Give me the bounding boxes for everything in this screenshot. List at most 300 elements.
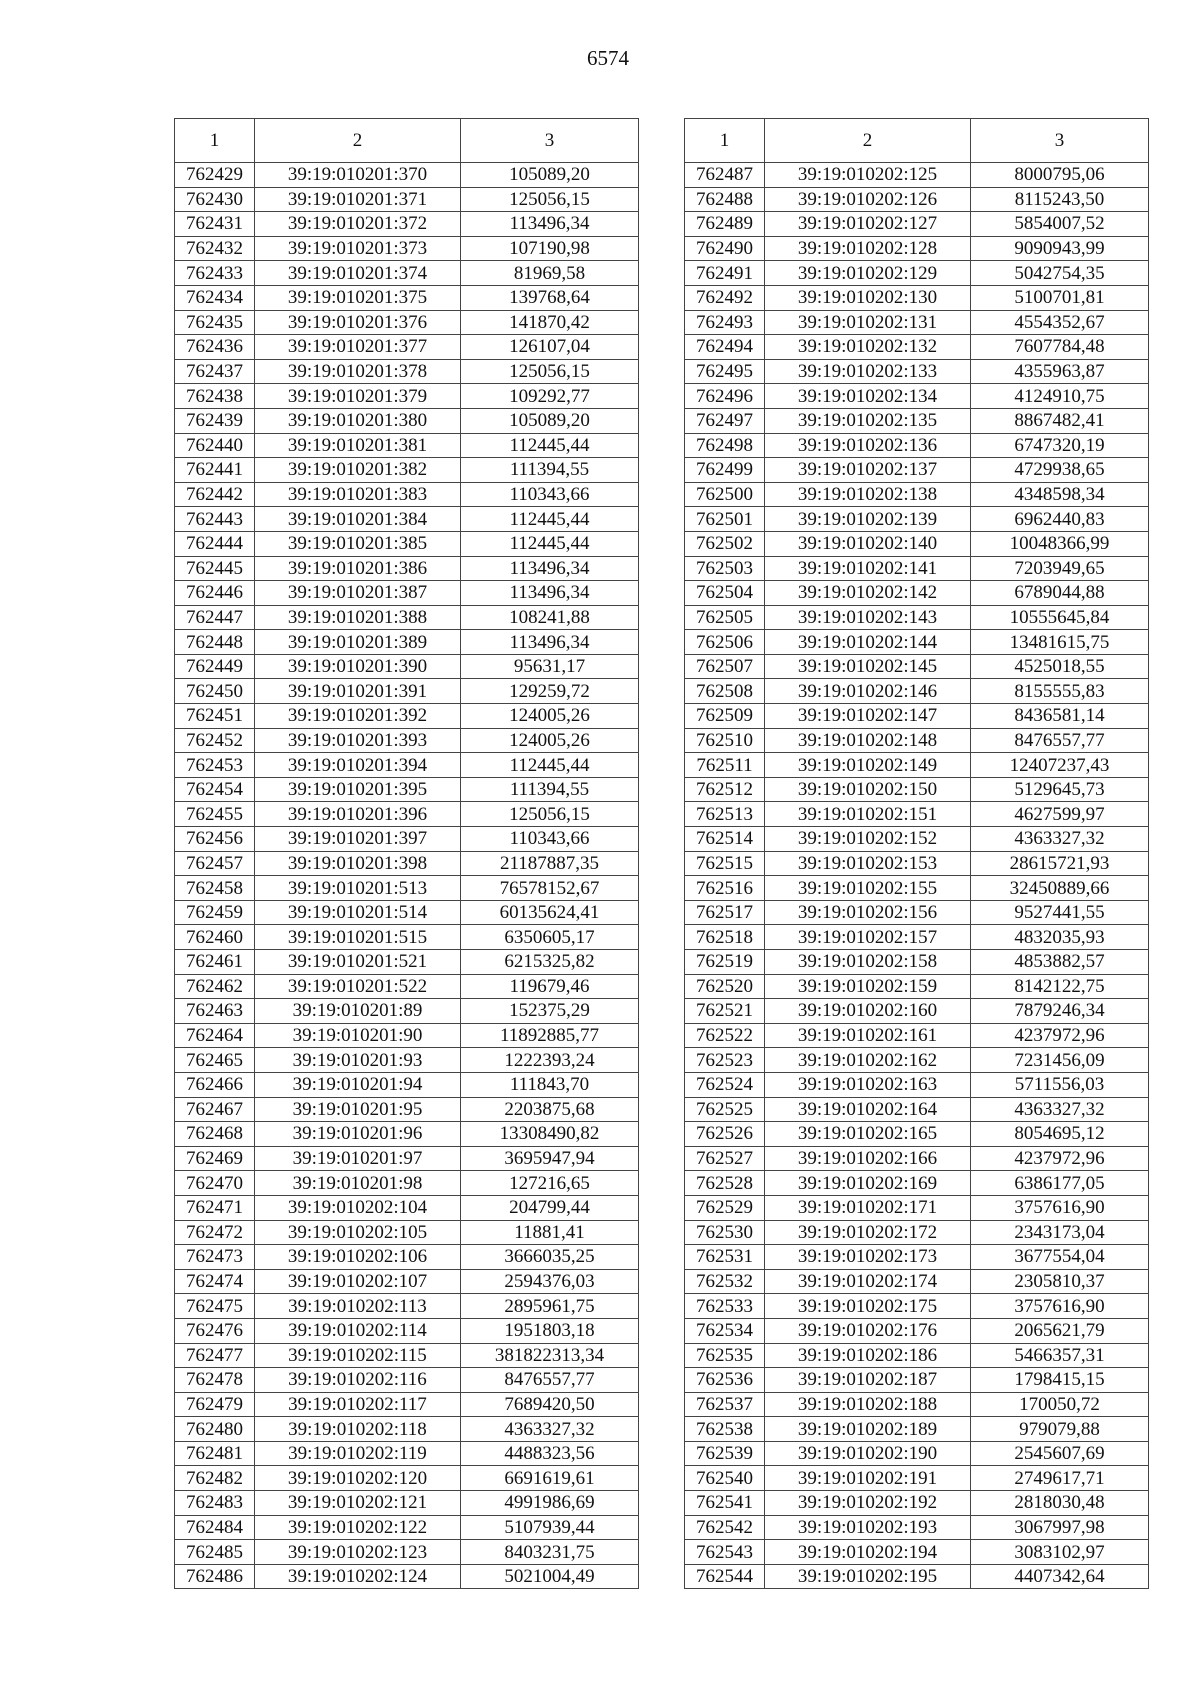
table-row	[685, 1072, 1149, 1097]
row-number-cell: 762460	[175, 925, 255, 950]
row-number-cell: 762537	[685, 1392, 765, 1417]
row-number-cell: 762535	[685, 1343, 765, 1368]
value-cell: 5466357,31	[971, 1343, 1149, 1368]
value-cell: 3695947,94	[461, 1146, 639, 1171]
table-row	[175, 359, 639, 384]
cadastral-number-cell: 39:19:010201:391	[255, 679, 461, 704]
value-cell: 125056,15	[461, 359, 639, 384]
table-row	[175, 310, 639, 335]
table-row	[175, 1368, 639, 1393]
value-cell: 7689420,50	[461, 1392, 639, 1417]
table-row	[175, 1417, 639, 1442]
cadastral-number-cell: 39:19:010201:94	[255, 1072, 461, 1097]
cadastral-number-cell: 39:19:010202:189	[765, 1417, 971, 1442]
table-row	[685, 605, 1149, 630]
value-cell: 170050,72	[971, 1392, 1149, 1417]
value-cell: 4853882,57	[971, 950, 1149, 975]
cadastral-number-cell: 39:19:010201:372	[255, 212, 461, 237]
cadastral-number-cell: 39:19:010202:155	[765, 876, 971, 901]
value-cell: 125056,15	[461, 802, 639, 827]
row-number-cell: 762542	[685, 1515, 765, 1540]
table-row	[685, 1564, 1149, 1589]
table-row	[175, 704, 639, 729]
table-row	[175, 1122, 639, 1147]
table-row	[175, 408, 639, 433]
row-number-cell: 762453	[175, 753, 255, 778]
value-cell: 8155555,83	[971, 679, 1149, 704]
row-number-cell: 762462	[175, 974, 255, 999]
cadastral-number-cell: 39:19:010202:142	[765, 581, 971, 606]
value-cell: 6747320,19	[971, 433, 1149, 458]
cadastral-number-cell: 39:19:010202:164	[765, 1097, 971, 1122]
table-row	[685, 654, 1149, 679]
row-number-cell: 762470	[175, 1171, 255, 1196]
value-cell: 105089,20	[461, 163, 639, 188]
cadastral-number-cell: 39:19:010202:123	[255, 1540, 461, 1565]
cadastral-number-cell: 39:19:010202:122	[255, 1515, 461, 1540]
value-cell: 4355963,87	[971, 359, 1149, 384]
cadastral-number-cell: 39:19:010201:396	[255, 802, 461, 827]
right-table-body	[685, 163, 1149, 1589]
cadastral-number-cell: 39:19:010201:393	[255, 728, 461, 753]
cadastral-number-cell: 39:19:010201:380	[255, 408, 461, 433]
cadastral-number-cell: 39:19:010202:166	[765, 1146, 971, 1171]
row-number-cell: 762516	[685, 876, 765, 901]
value-cell: 1798415,15	[971, 1368, 1149, 1393]
value-cell: 8867482,41	[971, 408, 1149, 433]
cadastral-number-cell: 39:19:010202:174	[765, 1269, 971, 1294]
table-row	[175, 1540, 639, 1565]
row-number-cell: 762541	[685, 1491, 765, 1516]
value-cell: 5129645,73	[971, 777, 1149, 802]
cadastral-number-cell: 39:19:010202:134	[765, 384, 971, 409]
cadastral-number-cell: 39:19:010202:161	[765, 1023, 971, 1048]
row-number-cell: 762443	[175, 507, 255, 532]
cadastral-number-cell: 39:19:010201:398	[255, 851, 461, 876]
table-row	[685, 359, 1149, 384]
value-cell: 95631,17	[461, 654, 639, 679]
value-cell: 11881,41	[461, 1220, 639, 1245]
row-number-cell: 762436	[175, 335, 255, 360]
row-number-cell: 762461	[175, 950, 255, 975]
table-row	[175, 384, 639, 409]
cadastral-number-cell: 39:19:010202:117	[255, 1392, 461, 1417]
cadastral-number-cell: 39:19:010201:98	[255, 1171, 461, 1196]
row-number-cell: 762451	[175, 704, 255, 729]
cadastral-number-cell: 39:19:010202:148	[765, 728, 971, 753]
cadastral-number-cell: 39:19:010202:165	[765, 1122, 971, 1147]
table-row	[685, 1048, 1149, 1073]
table-row	[175, 900, 639, 925]
value-cell: 3666035,25	[461, 1245, 639, 1270]
table-row	[685, 458, 1149, 483]
value-cell: 110343,66	[461, 827, 639, 852]
table-row	[685, 482, 1149, 507]
table-row	[175, 433, 639, 458]
cadastral-number-cell: 39:19:010201:97	[255, 1146, 461, 1171]
column-header-3: 3	[461, 119, 639, 163]
cadastral-number-cell: 39:19:010202:147	[765, 704, 971, 729]
cadastral-number-cell: 39:19:010202:160	[765, 999, 971, 1024]
table-row	[175, 187, 639, 212]
table-row	[175, 236, 639, 261]
value-cell: 124005,26	[461, 704, 639, 729]
cadastral-number-cell: 39:19:010201:373	[255, 236, 461, 261]
table-row	[175, 1564, 639, 1589]
table-row	[685, 163, 1149, 188]
row-number-cell: 762512	[685, 777, 765, 802]
row-number-cell: 762454	[175, 777, 255, 802]
row-number-cell: 762472	[175, 1220, 255, 1245]
value-cell: 109292,77	[461, 384, 639, 409]
cadastral-number-cell: 39:19:010201:397	[255, 827, 461, 852]
value-cell: 13308490,82	[461, 1122, 639, 1147]
table-row	[685, 531, 1149, 556]
row-number-cell: 762484	[175, 1515, 255, 1540]
right-table	[684, 118, 1149, 1589]
cadastral-number-cell: 39:19:010201:370	[255, 163, 461, 188]
value-cell: 81969,58	[461, 261, 639, 286]
row-number-cell: 762469	[175, 1146, 255, 1171]
table-row	[685, 310, 1149, 335]
table-row	[175, 581, 639, 606]
table-row	[175, 1343, 639, 1368]
value-cell: 6962440,83	[971, 507, 1149, 532]
value-cell: 4554352,67	[971, 310, 1149, 335]
row-number-cell: 762495	[685, 359, 765, 384]
value-cell: 7203949,65	[971, 556, 1149, 581]
value-cell: 11892885,77	[461, 1023, 639, 1048]
value-cell: 381822313,34	[461, 1343, 639, 1368]
cadastral-number-cell: 39:19:010202:116	[255, 1368, 461, 1393]
row-number-cell: 762450	[175, 679, 255, 704]
cadastral-number-cell: 39:19:010202:151	[765, 802, 971, 827]
value-cell: 4363327,32	[971, 827, 1149, 852]
table-row	[175, 1318, 639, 1343]
cadastral-number-cell: 39:19:010202:195	[765, 1564, 971, 1589]
cadastral-number-cell: 39:19:010202:146	[765, 679, 971, 704]
value-cell: 4729938,65	[971, 458, 1149, 483]
table-row	[685, 999, 1149, 1024]
row-number-cell: 762429	[175, 163, 255, 188]
cadastral-number-cell: 39:19:010202:124	[255, 1564, 461, 1589]
cadastral-number-cell: 39:19:010202:115	[255, 1343, 461, 1368]
cadastral-number-cell: 39:19:010202:113	[255, 1294, 461, 1319]
value-cell: 4363327,32	[971, 1097, 1149, 1122]
row-number-cell: 762448	[175, 630, 255, 655]
table-row	[175, 728, 639, 753]
row-number-cell: 762477	[175, 1343, 255, 1368]
value-cell: 152375,29	[461, 999, 639, 1024]
cadastral-number-cell: 39:19:010201:392	[255, 704, 461, 729]
cadastral-number-cell: 39:19:010202:120	[255, 1466, 461, 1491]
row-number-cell: 762508	[685, 679, 765, 704]
table-row	[685, 1220, 1149, 1245]
cadastral-number-cell: 39:19:010202:143	[765, 605, 971, 630]
cadastral-number-cell: 39:19:010202:129	[765, 261, 971, 286]
cadastral-number-cell: 39:19:010201:383	[255, 482, 461, 507]
row-number-cell: 762485	[175, 1540, 255, 1565]
row-number-cell: 762517	[685, 900, 765, 925]
table-row	[685, 1540, 1149, 1565]
value-cell: 125056,15	[461, 187, 639, 212]
cadastral-number-cell: 39:19:010201:89	[255, 999, 461, 1024]
value-cell: 111394,55	[461, 777, 639, 802]
row-number-cell: 762434	[175, 285, 255, 310]
value-cell: 108241,88	[461, 605, 639, 630]
row-number-cell: 762431	[175, 212, 255, 237]
row-number-cell: 762530	[685, 1220, 765, 1245]
cadastral-number-cell: 39:19:010201:377	[255, 335, 461, 360]
cadastral-number-cell: 39:19:010202:156	[765, 900, 971, 925]
row-number-cell: 762456	[175, 827, 255, 852]
value-cell: 6215325,82	[461, 950, 639, 975]
value-cell: 7879246,34	[971, 999, 1149, 1024]
value-cell: 2594376,03	[461, 1269, 639, 1294]
row-number-cell: 762476	[175, 1318, 255, 1343]
value-cell: 119679,46	[461, 974, 639, 999]
row-number-cell: 762486	[175, 1564, 255, 1589]
cadastral-number-cell: 39:19:010201:395	[255, 777, 461, 802]
row-number-cell: 762440	[175, 433, 255, 458]
table-row	[175, 1048, 639, 1073]
table-row	[685, 1146, 1149, 1171]
table-row	[175, 654, 639, 679]
row-number-cell: 762505	[685, 605, 765, 630]
value-cell: 4124910,75	[971, 384, 1149, 409]
cadastral-number-cell: 39:19:010201:385	[255, 531, 461, 556]
row-number-cell: 762523	[685, 1048, 765, 1073]
cadastral-number-cell: 39:19:010201:384	[255, 507, 461, 532]
row-number-cell: 762529	[685, 1195, 765, 1220]
value-cell: 3677554,04	[971, 1245, 1149, 1270]
cadastral-number-cell: 39:19:010202:104	[255, 1195, 461, 1220]
cadastral-number-cell: 39:19:010202:125	[765, 163, 971, 188]
row-number-cell: 762539	[685, 1441, 765, 1466]
table-row	[685, 1466, 1149, 1491]
table-row	[685, 876, 1149, 901]
value-cell: 112445,44	[461, 753, 639, 778]
cadastral-number-cell: 39:19:010202:119	[255, 1441, 461, 1466]
value-cell: 111843,70	[461, 1072, 639, 1097]
table-row	[175, 1392, 639, 1417]
table-row	[685, 630, 1149, 655]
header-row	[175, 119, 639, 163]
value-cell: 6789044,88	[971, 581, 1149, 606]
cadastral-number-cell: 39:19:010202:157	[765, 925, 971, 950]
cadastral-number-cell: 39:19:010201:521	[255, 950, 461, 975]
value-cell: 110343,66	[461, 482, 639, 507]
row-number-cell: 762445	[175, 556, 255, 581]
row-number-cell: 762468	[175, 1122, 255, 1147]
cadastral-number-cell: 39:19:010201:95	[255, 1097, 461, 1122]
table-row	[685, 285, 1149, 310]
cadastral-number-cell: 39:19:010202:107	[255, 1269, 461, 1294]
table-row	[175, 925, 639, 950]
value-cell: 105089,20	[461, 408, 639, 433]
cadastral-number-cell: 39:19:010201:394	[255, 753, 461, 778]
cadastral-number-cell: 39:19:010202:163	[765, 1072, 971, 1097]
cadastral-number-cell: 39:19:010202:190	[765, 1441, 971, 1466]
row-number-cell: 762473	[175, 1245, 255, 1270]
value-cell: 10048366,99	[971, 531, 1149, 556]
cadastral-number-cell: 39:19:010202:136	[765, 433, 971, 458]
row-number-cell: 762496	[685, 384, 765, 409]
cadastral-number-cell: 39:19:010201:513	[255, 876, 461, 901]
row-number-cell: 762510	[685, 728, 765, 753]
row-number-cell: 762536	[685, 1368, 765, 1393]
table-row	[175, 802, 639, 827]
table-row	[175, 285, 639, 310]
cadastral-number-cell: 39:19:010202:152	[765, 827, 971, 852]
row-number-cell: 762433	[175, 261, 255, 286]
table-row	[685, 335, 1149, 360]
row-number-cell: 762521	[685, 999, 765, 1024]
table-row	[685, 900, 1149, 925]
value-cell: 7231456,09	[971, 1048, 1149, 1073]
value-cell: 4363327,32	[461, 1417, 639, 1442]
table-row	[685, 1441, 1149, 1466]
cadastral-number-cell: 39:19:010202:149	[765, 753, 971, 778]
value-cell: 60135624,41	[461, 900, 639, 925]
value-cell: 6350605,17	[461, 925, 639, 950]
table-row	[175, 163, 639, 188]
table-row	[685, 950, 1149, 975]
value-cell: 112445,44	[461, 433, 639, 458]
cadastral-number-cell: 39:19:010202:132	[765, 335, 971, 360]
table-row	[175, 1269, 639, 1294]
row-number-cell: 762534	[685, 1318, 765, 1343]
cadastral-number-cell: 39:19:010202:135	[765, 408, 971, 433]
table-row	[175, 1195, 639, 1220]
cadastral-number-cell: 39:19:010201:389	[255, 630, 461, 655]
table-row	[685, 507, 1149, 532]
row-number-cell: 762459	[175, 900, 255, 925]
cadastral-number-cell: 39:19:010201:374	[255, 261, 461, 286]
cadastral-number-cell: 39:19:010202:118	[255, 1417, 461, 1442]
cadastral-number-cell: 39:19:010202:145	[765, 654, 971, 679]
table-row	[175, 1515, 639, 1540]
value-cell: 12407237,43	[971, 753, 1149, 778]
table-row	[685, 851, 1149, 876]
row-number-cell: 762458	[175, 876, 255, 901]
value-cell: 21187887,35	[461, 851, 639, 876]
cadastral-number-cell: 39:19:010202:114	[255, 1318, 461, 1343]
value-cell: 127216,65	[461, 1171, 639, 1196]
table-row	[685, 556, 1149, 581]
table-row	[685, 974, 1149, 999]
row-number-cell: 762528	[685, 1171, 765, 1196]
cadastral-number-cell: 39:19:010202:128	[765, 236, 971, 261]
value-cell: 4525018,55	[971, 654, 1149, 679]
table-row	[175, 1294, 639, 1319]
cadastral-number-cell: 39:19:010202:121	[255, 1491, 461, 1516]
table-row	[685, 1245, 1149, 1270]
cadastral-number-cell: 39:19:010201:381	[255, 433, 461, 458]
cadastral-number-cell: 39:19:010202:192	[765, 1491, 971, 1516]
left-table-body	[175, 163, 639, 1589]
value-cell: 5107939,44	[461, 1515, 639, 1540]
value-cell: 13481615,75	[971, 630, 1149, 655]
row-number-cell: 762526	[685, 1122, 765, 1147]
value-cell: 8142122,75	[971, 974, 1149, 999]
cadastral-number-cell: 39:19:010202:193	[765, 1515, 971, 1540]
row-number-cell: 762494	[685, 335, 765, 360]
row-number-cell: 762481	[175, 1441, 255, 1466]
row-number-cell: 762501	[685, 507, 765, 532]
value-cell: 113496,34	[461, 212, 639, 237]
row-number-cell: 762487	[685, 163, 765, 188]
row-number-cell: 762471	[175, 1195, 255, 1220]
value-cell: 28615721,93	[971, 851, 1149, 876]
column-header-2: 2	[765, 119, 971, 163]
table-row	[175, 556, 639, 581]
row-number-cell: 762474	[175, 1269, 255, 1294]
value-cell: 112445,44	[461, 507, 639, 532]
value-cell: 8054695,12	[971, 1122, 1149, 1147]
table-row	[175, 679, 639, 704]
table-row	[685, 1195, 1149, 1220]
value-cell: 2749617,71	[971, 1466, 1149, 1491]
row-number-cell: 762499	[685, 458, 765, 483]
row-number-cell: 762544	[685, 1564, 765, 1589]
value-cell: 141870,42	[461, 310, 639, 335]
row-number-cell: 762519	[685, 950, 765, 975]
cadastral-number-cell: 39:19:010201:515	[255, 925, 461, 950]
table-row	[175, 950, 639, 975]
table-row	[685, 1023, 1149, 1048]
cadastral-number-cell: 39:19:010201:379	[255, 384, 461, 409]
row-number-cell: 762430	[175, 187, 255, 212]
cadastral-number-cell: 39:19:010202:106	[255, 1245, 461, 1270]
cadastral-number-cell: 39:19:010202:158	[765, 950, 971, 975]
row-number-cell: 762540	[685, 1466, 765, 1491]
cadastral-number-cell: 39:19:010202:176	[765, 1318, 971, 1343]
table-row	[175, 827, 639, 852]
row-number-cell: 762479	[175, 1392, 255, 1417]
table-row	[175, 1171, 639, 1196]
value-cell: 4627599,97	[971, 802, 1149, 827]
value-cell: 8115243,50	[971, 187, 1149, 212]
row-number-cell: 762511	[685, 753, 765, 778]
table-row	[175, 1220, 639, 1245]
cadastral-number-cell: 39:19:010202:191	[765, 1466, 971, 1491]
cadastral-number-cell: 39:19:010202:194	[765, 1540, 971, 1565]
cadastral-number-cell: 39:19:010202:137	[765, 458, 971, 483]
cadastral-number-cell: 39:19:010202:138	[765, 482, 971, 507]
row-number-cell: 762497	[685, 408, 765, 433]
cadastral-number-cell: 39:19:010201:371	[255, 187, 461, 212]
value-cell: 3757616,90	[971, 1195, 1149, 1220]
row-number-cell: 762446	[175, 581, 255, 606]
value-cell: 2895961,75	[461, 1294, 639, 1319]
row-number-cell: 762491	[685, 261, 765, 286]
table-row	[685, 827, 1149, 852]
value-cell: 4407342,64	[971, 1564, 1149, 1589]
cadastral-number-cell: 39:19:010202:144	[765, 630, 971, 655]
table-row	[175, 1097, 639, 1122]
row-number-cell: 762520	[685, 974, 765, 999]
cadastral-number-cell: 39:19:010201:387	[255, 581, 461, 606]
row-number-cell: 762447	[175, 605, 255, 630]
value-cell: 4488323,56	[461, 1441, 639, 1466]
row-number-cell: 762452	[175, 728, 255, 753]
value-cell: 1951803,18	[461, 1318, 639, 1343]
table-row	[685, 1343, 1149, 1368]
row-number-cell: 762507	[685, 654, 765, 679]
cadastral-number-cell: 39:19:010201:514	[255, 900, 461, 925]
value-cell: 9090943,99	[971, 236, 1149, 261]
